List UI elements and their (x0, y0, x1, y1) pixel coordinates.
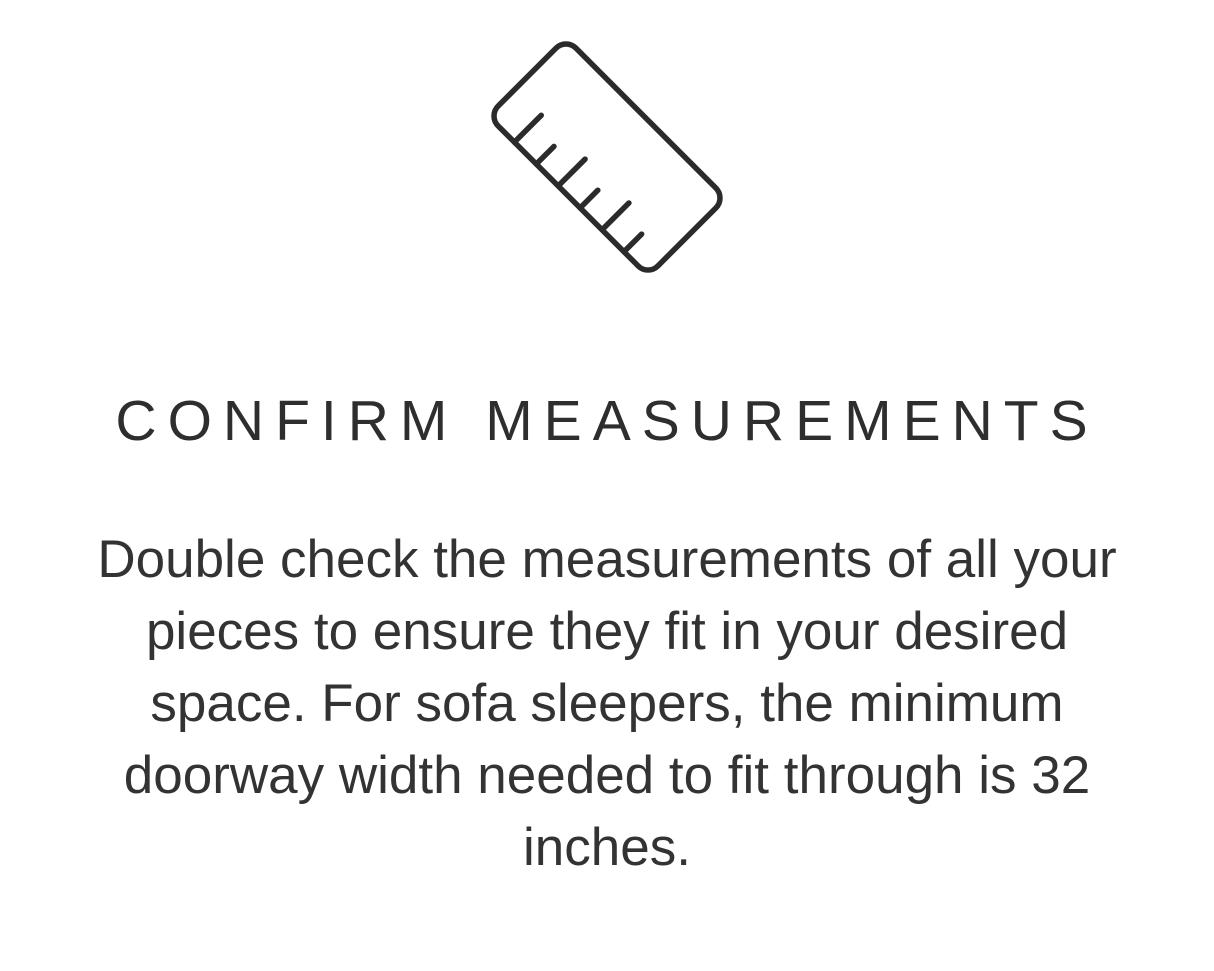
ruler-icon (477, 22, 737, 292)
page-title: CONFIRM MEASUREMENTS (115, 389, 1099, 453)
body-text: Double check the measurements of all your pieces to ensure they fit in your desired space. For sofa sleepers, the minimum doorway width needed to fit through is 32 inches. (97, 529, 1117, 878)
ruler-icon-container (0, 22, 1214, 292)
